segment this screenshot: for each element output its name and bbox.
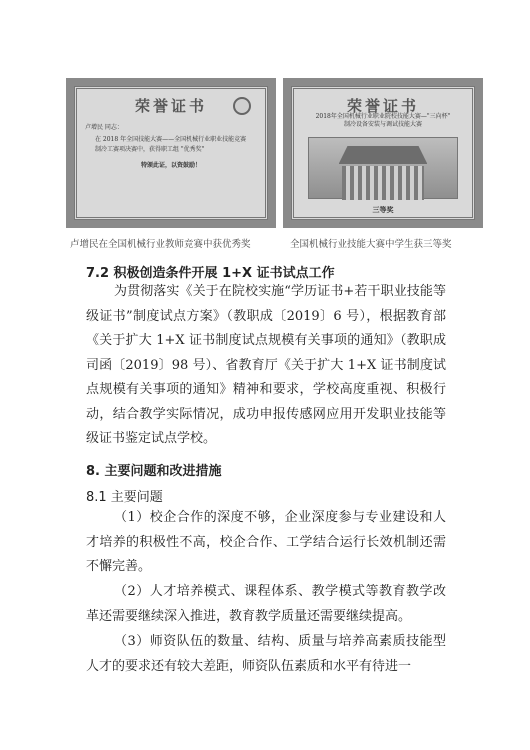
photo-caption-right: 全国机械行业技能大赛中学生获三等奖	[290, 239, 452, 250]
section-heading-8: 8. 主要问题和改进措施	[86, 464, 222, 479]
photo-caption-left: 卢增民在全国机械行业教师竞赛中获优秀奖	[70, 239, 251, 250]
certificate-title: 荣誉证书	[134, 97, 207, 115]
problem-paragraph-2: （2）人才培养模式、课程体系、教学模式等教育教学改革还需要继续深入推进，教育教学质量还需要继续提高。	[86, 584, 446, 624]
paragraph-7-2: 为贯彻落实《关于在院校实施“学历证书+若干职业技能等级证书”制度试点方案》（教职成〔2019〕6 号），根据教育部《关于扩大 1+X 证书制度试点规模有关事项的通知》（教职成司函〔2019〕98 号）、省教育厅《关于扩大 1+X 证书制度试点规模有关事项的通知》精神和要求，学校高度重视、积极行动，结合教学实际情况，成功申报传感网应用开发职业技能等级证书鉴定试点学校。	[86, 284, 446, 446]
certificate-closing: 特颁此证，以资鼓励！	[140, 162, 201, 169]
certificate-line: 制冷工赛项决赛中，获得职工组 "优秀奖"	[95, 146, 205, 153]
certificate-photo-left	[66, 78, 276, 228]
problem-paragraph-3: （3）师资队伍的数量、结构、质量与培养高素质技能型人才的要求还有较大差距，师资队伍素质和水平有待进一	[86, 634, 446, 674]
certificate-card	[74, 86, 268, 220]
certificate-title: 荣誉证书	[346, 97, 419, 115]
certificate-line: 制冷设备安装与调试技能大赛	[343, 121, 422, 128]
certificate-recipient: 卢增民 同志：	[85, 124, 123, 131]
certificate-line: 2018年全国机械行业职业院校技能大赛—"三向杯"	[315, 113, 451, 120]
certificate-subtitle	[300, 113, 466, 129]
emblem-icon	[233, 97, 251, 115]
building-image	[308, 137, 458, 199]
building-columns	[342, 166, 425, 200]
award-level: 三等奖	[372, 205, 394, 214]
certificate-photo-right	[283, 78, 483, 228]
building-roof	[339, 146, 428, 164]
section-heading-8-1: 8.1 主要问题	[86, 490, 163, 505]
section-heading-7-2: 7.2 积极创造条件开展 1+X 证书试点工作	[86, 266, 335, 281]
problem-paragraph-1: （1）校企合作的深度不够，企业深度参与专业建设和人才培养的积极性不高，校企合作、工学结合运行长效机制还需不懈完善。	[86, 510, 446, 574]
certificate-card	[291, 86, 475, 220]
certificate-line: 在 2018 年全国技能大赛——全国机械行业职业技能竞赛	[95, 136, 247, 143]
